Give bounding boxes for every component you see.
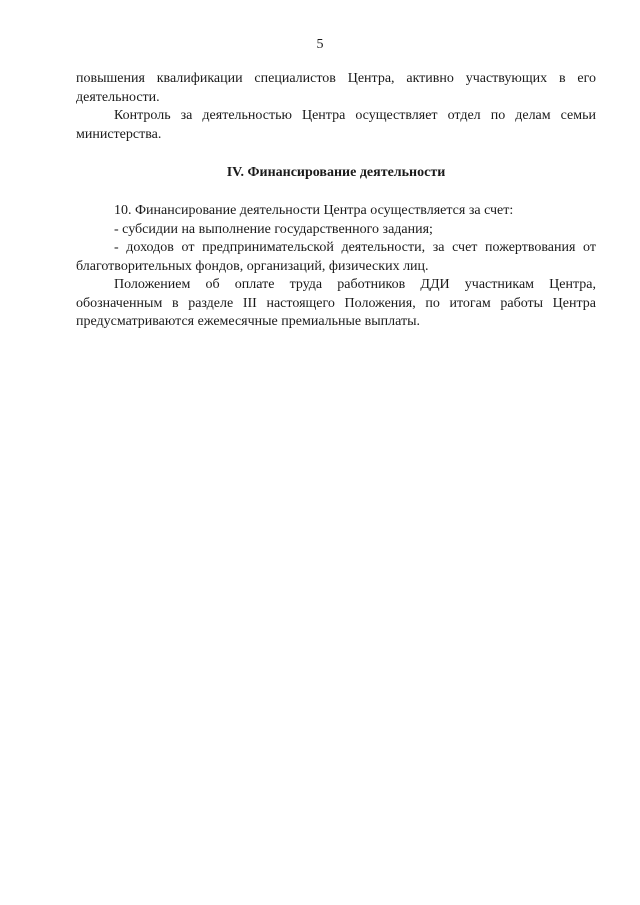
document-body (76, 70, 596, 332)
page-number: 5 (316, 37, 324, 52)
paragraph-financing: 10. Финансирование деятельности Центра осуществляется за счет: (114, 203, 514, 218)
list-item-income: - доходов от предпринимательской деятельности, за счет пожертвования от благотворительных фондов, организаций, физических лиц. (76, 240, 596, 274)
section-heading: IV. Финансирование деятельности (226, 165, 446, 180)
paragraph-continuation: повышения квалификации специалистов Центра, активно участвующих в его деятельности. (76, 71, 596, 105)
paragraph-control: Контроль за деятельностью Центра осуществляет отдел по делам семьи министерства. (76, 108, 596, 142)
list-item-subsidy: - субсидии на выполнение государственного задания; (114, 221, 433, 237)
paragraph-bonus: Положением об оплате труда работников ДДИ участникам Центра, обозначенным в разделе III настоящего Положения, по итогам работы Центра предусматриваются ежемесячные премиальные выплаты. (76, 277, 596, 329)
